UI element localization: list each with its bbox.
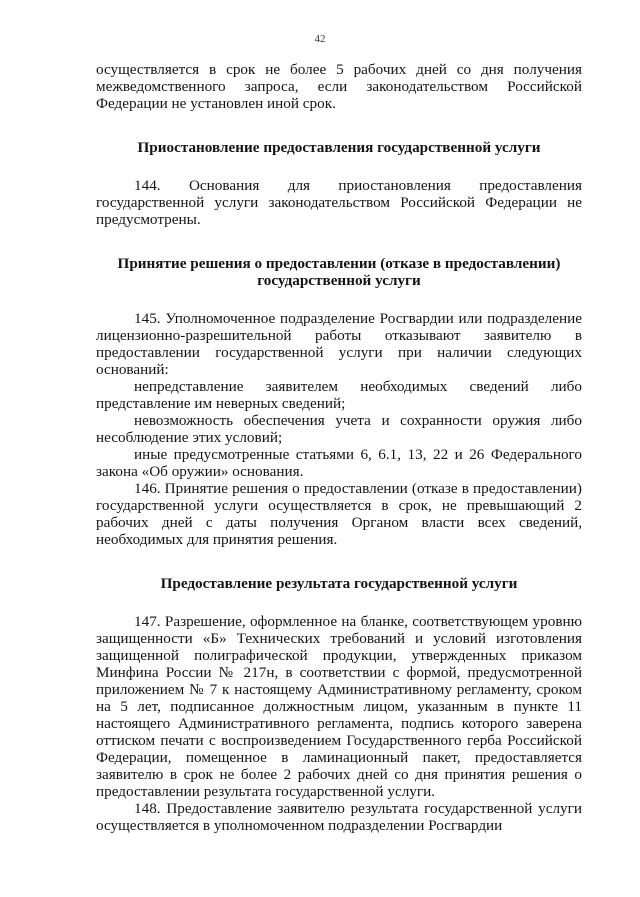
paragraph-continuation: осуществляется в срок не более 5 рабочих дней со дня получения межведомственного запроса, если законодательством Российской Федерации не установлен иной срок.	[96, 61, 582, 112]
paragraph-147: 147. Разрешение, оформленное на бланке, соответствующем уровню защищенности «Б» Технических требований и условий изготовления защищенной полиграфической продукции, утвержденных приказом Минфина России № 217н, в соответствии с формой, предусмотренной приложением № 7 к настоящему Административному регламенту, сроком на 5 лет, подписанное должностным лицом, указанным в пункте 11 настоящего Административного регламента, подпись которого заверена оттиском печати с воспроизведением Государственного герба Российской Федерации, помещенное в ламинационный пакет, предоставляется заявителю в срок не более 2 рабочих дней со дня принятия решения о предоставлении результата государственной услуги.	[96, 613, 582, 800]
paragraph-148: 148. Предоставление заявителю результата государственной услуги осуществляется в уполномоченном подразделении Росгвардии	[96, 800, 582, 834]
paragraph-145-item-1: непредставление заявителем необходимых сведений либо представление им неверных сведений;	[96, 378, 582, 412]
paragraph-145-item-3: иные предусмотренные статьями 6, 6.1, 13, 22 и 26 Федерального закона «Об оружии» основания.	[96, 446, 582, 480]
document-body	[96, 61, 582, 834]
heading-suspension: Приостановление предоставления государственной услуги	[137, 139, 541, 156]
paragraph-145-item-2: невозможность обеспечения учета и сохранности оружия либо несоблюдение этих условий;	[96, 412, 582, 446]
heading-result: Предоставление результата государственной услуги	[160, 575, 518, 592]
paragraph-145: 145. Уполномоченное подразделение Росгвардии или подразделение лицензионно-разрешительной работы отказывают заявителю в предоставлении государственной услуги при наличии следующих оснований:	[96, 310, 582, 378]
paragraph-146: 146. Принятие решения о предоставлении (отказе в предоставлении) государственной услуги осуществляется в срок, не превышающий 2 рабочих дней с даты получения Органом власти всех сведений, необходимых для принятия решения.	[96, 480, 582, 548]
paragraph-144: 144. Основания для приостановления предоставления государственной услуги законодательством Российской Федерации не предусмотрены.	[96, 177, 582, 228]
heading-decision: Принятие решения о предоставлении (отказе в предоставлении) государственной услуги	[117, 255, 561, 289]
page-number: 42	[314, 33, 326, 45]
